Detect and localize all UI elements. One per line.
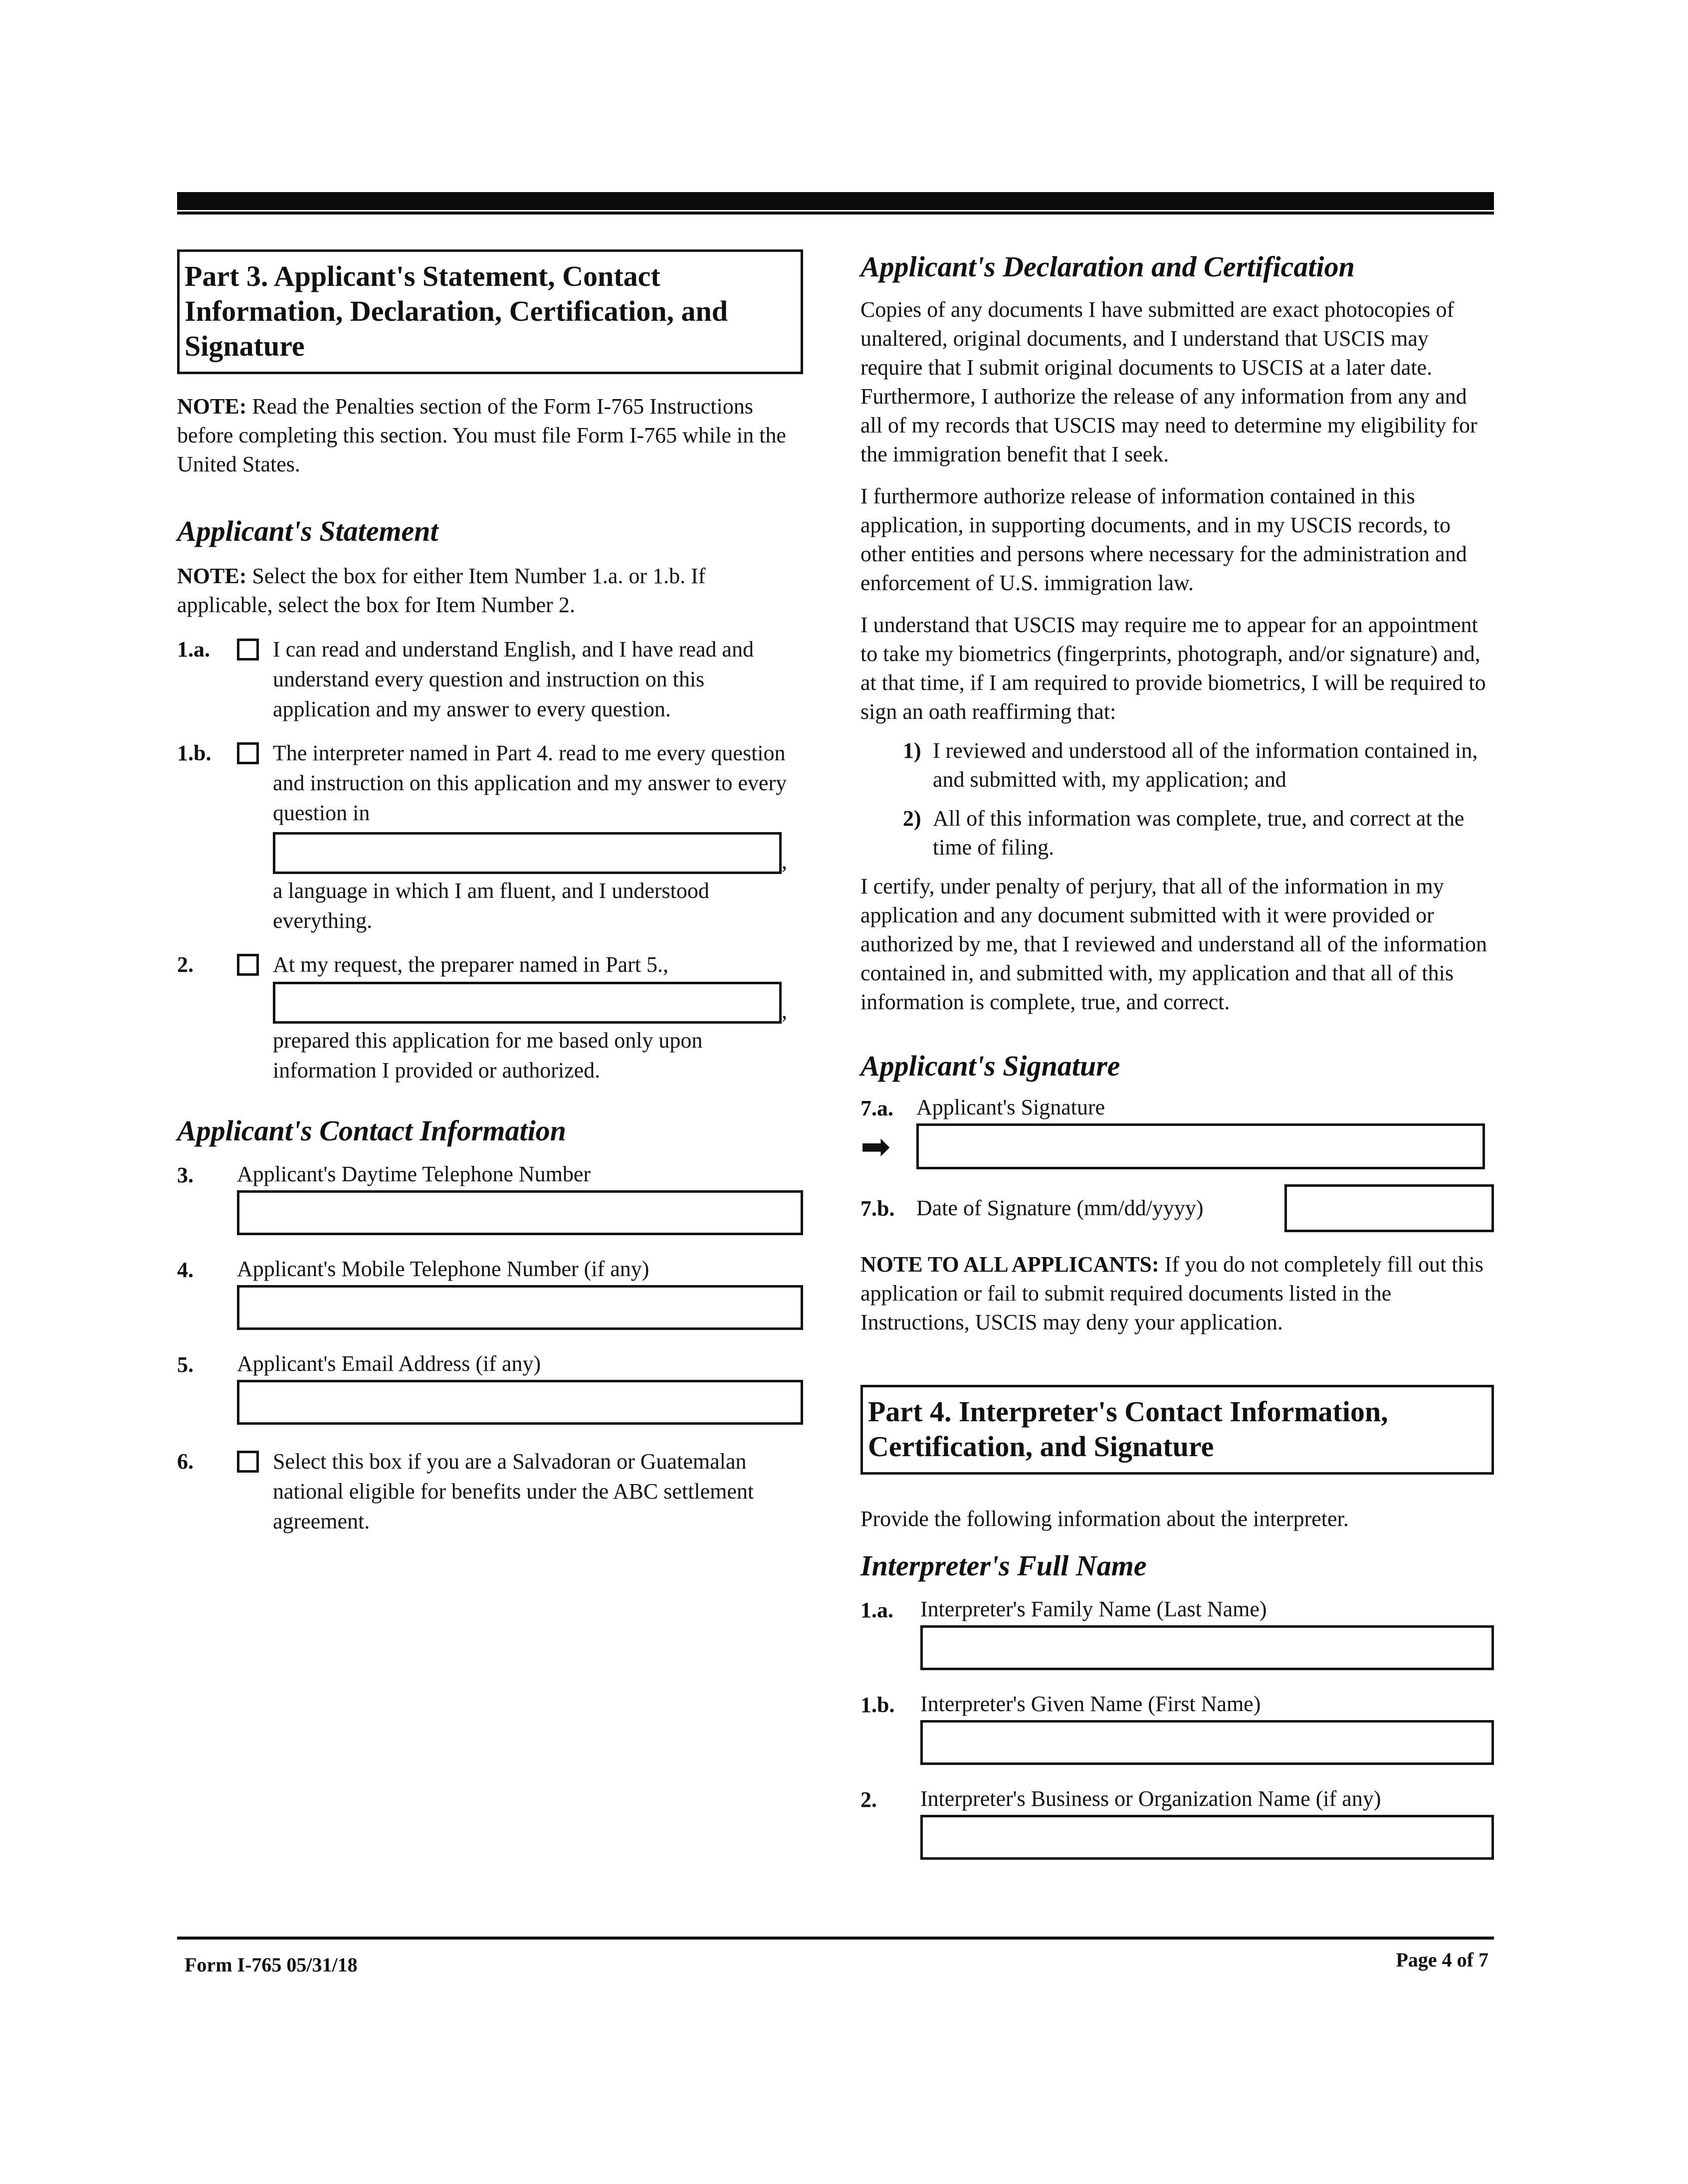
interpreter-family-name-label: Interpreter's Family Name (Last Name) <box>920 1597 1267 1621</box>
item-number: 2. <box>860 1787 877 1812</box>
right-arrow-icon: ➡ <box>860 1125 891 1167</box>
part4-intro: Provide the following information about the interpreter. <box>860 1507 1349 1531</box>
comma: , <box>782 849 787 874</box>
signature-title: Applicant's Signature <box>860 1050 1120 1082</box>
statement-note <box>177 562 803 620</box>
interpreter-family-name-input[interactable] <box>920 1625 1494 1670</box>
note-text: If you do not completely fill out this application or fail to submit required documents listed in the Instructions, USCIS may deny your application. <box>860 1252 1483 1334</box>
item-2-after <box>273 1026 803 1086</box>
item-number: 4. <box>177 1258 194 1282</box>
interpreter-given-name-input[interactable] <box>920 1720 1494 1765</box>
item-number: 7.a. <box>860 1096 893 1120</box>
declaration-para-1: Copies of any documents I have submitted are exact photocopies of unaltered, original documents, and I understand that USCIS may require that I submit original documents to USCIS at a later date. Furthermore, I authorize the release of any information from any and all of my records that USCIS may need to determine my eligibility for the immigration benefit that I seek. <box>860 297 1477 466</box>
left-column <box>177 249 803 1536</box>
language-row <box>273 832 803 874</box>
declaration-title: Applicant's Declaration and Certification <box>860 250 1355 283</box>
note-label: NOTE: <box>177 564 247 588</box>
item-2-text: At my request, the preparer named in Part 5., <box>273 952 668 977</box>
oath-item-2-text: All of this information was complete, true, and correct at the time of filing. <box>933 806 1465 860</box>
item-6-text: Select this box if you are a Salvadoran or Guatemalan national eligible for benefits under the ABC settlement agreement. <box>273 1449 754 1533</box>
list-number: 1) <box>903 738 921 763</box>
item-number: 2. <box>177 952 194 977</box>
part4-title: Part 4. Interpreter's Contact Information, Certification, and Signature <box>860 1385 1494 1475</box>
list-number: 2) <box>903 806 921 831</box>
item-number: 7.b. <box>860 1196 895 1221</box>
item-4-label: Applicant's Mobile Telephone Number (if any) <box>237 1257 649 1281</box>
item-1b <box>177 738 803 828</box>
note-label: NOTE: <box>177 394 247 419</box>
page-number: Page 4 of 7 <box>1396 1949 1488 1971</box>
item-number: 5. <box>177 1352 194 1377</box>
oath-item-1 <box>860 736 1494 794</box>
part3-note <box>177 392 803 479</box>
right-column <box>860 249 1494 1860</box>
statement-title: Applicant's Statement <box>177 515 438 547</box>
oath-item-2 <box>860 804 1494 862</box>
interpreter-business-name-input[interactable] <box>920 1815 1494 1860</box>
signature-date-input[interactable] <box>1284 1184 1494 1232</box>
item-3-label: Applicant's Daytime Telephone Number <box>237 1162 591 1186</box>
note-text: Select the box for either Item Number 1.a. or 1.b. If applicable, select the box for Item Number 2. <box>177 564 706 617</box>
item-7a <box>860 1093 1494 1169</box>
item-1b-text: The interpreter named in Part 4. read to me every question and instruction on this application and my answer to every question in <box>273 741 787 825</box>
declaration-para-4: I certify, under penalty of perjury, that all of the information in my application and any document submitted with it were provided or authorized by me, that I reviewed and understand all of the information contained in, and submitted with, my application and that all of this information is complete, true, and correct. <box>860 874 1487 1014</box>
oath-item-1-text: I reviewed and understood all of the information contained in, and submitted with, my application; and <box>933 738 1478 792</box>
checkbox-1a[interactable] <box>237 639 259 660</box>
item-number: 1.b. <box>177 741 211 765</box>
item-2-after-text: prepared this application for me based only upon information I provided or authorized. <box>273 1028 703 1083</box>
item-1b-after-text: a language in which I am fluent, and I understood everything. <box>273 878 709 933</box>
checkbox-1b[interactable] <box>237 742 259 764</box>
interpreter-item-1a <box>860 1595 1494 1670</box>
interpreter-name-title: Interpreter's Full Name <box>860 1549 1147 1582</box>
part3-title: Part 3. Applicant's Statement, Contact Information, Declaration, Certification, and Signature <box>177 249 803 374</box>
item-number: 6. <box>177 1449 194 1474</box>
item-number: 1.a. <box>177 637 210 661</box>
item-number: 1.b. <box>860 1693 895 1717</box>
interpreter-item-1b <box>860 1690 1494 1765</box>
item-1a-text: I can read and understand English, and I have read and understand every question and instruction on this application and my answer to every question. <box>273 637 754 721</box>
form-identifier: Form I-765 05/31/18 <box>185 1954 358 1976</box>
email-input[interactable] <box>237 1380 803 1425</box>
item-number: 3. <box>177 1163 194 1187</box>
note-label: NOTE TO ALL APPLICANTS: <box>860 1252 1159 1277</box>
item-6 <box>177 1447 803 1536</box>
item-5 <box>177 1350 803 1425</box>
interpreter-given-name-label: Interpreter's Given Name (First Name) <box>920 1692 1261 1716</box>
item-1b-after <box>273 876 803 936</box>
item-7a-label: Applicant's Signature <box>916 1095 1105 1119</box>
preparer-row <box>273 982 803 1024</box>
signature-note <box>860 1250 1494 1337</box>
header-bar-thin <box>177 212 1494 215</box>
item-7b-label: Date of Signature (mm/dd/yyyy) <box>916 1196 1204 1220</box>
note-text: Read the Penalties section of the Form I-765 Instructions before completing this section. You must file Form I-765 while in the United States. <box>177 394 786 476</box>
item-4 <box>177 1255 803 1330</box>
footer-rule <box>177 1937 1494 1940</box>
preparer-input[interactable] <box>273 982 782 1024</box>
item-number: 1.a. <box>860 1598 893 1622</box>
item-2 <box>177 950 803 980</box>
interpreter-item-2 <box>860 1785 1494 1860</box>
item-7b <box>860 1184 1494 1232</box>
interpreter-business-name-label: Interpreter's Business or Organization Name (if any) <box>920 1786 1381 1811</box>
signature-input[interactable] <box>916 1123 1485 1169</box>
checkbox-6[interactable] <box>237 1451 259 1473</box>
checkbox-2[interactable] <box>237 954 259 976</box>
header-bar-thick <box>177 192 1494 210</box>
mobile-phone-input[interactable] <box>237 1285 803 1330</box>
contact-title: Applicant's Contact Information <box>177 1114 566 1147</box>
item-5-label: Applicant's Email Address (if any) <box>237 1351 541 1376</box>
declaration-para-3: I understand that USCIS may require me to appear for an appointment to take my biometrics (fingerprints, photograph, and/or signature) and, at that time, if I am required to provide biometrics, I will be required to sign an oath reaffirming that: <box>860 613 1486 724</box>
declaration-para-2: I furthermore authorize release of information contained in this application, in supporting documents, and in my USCIS records, to other entities and persons where necessary for the administration and enforcement of U.S. immigration law. <box>860 484 1467 595</box>
daytime-phone-input[interactable] <box>237 1190 803 1235</box>
comma: , <box>782 999 787 1023</box>
item-1a <box>177 635 803 724</box>
item-3 <box>177 1160 803 1235</box>
language-input[interactable] <box>273 832 782 874</box>
